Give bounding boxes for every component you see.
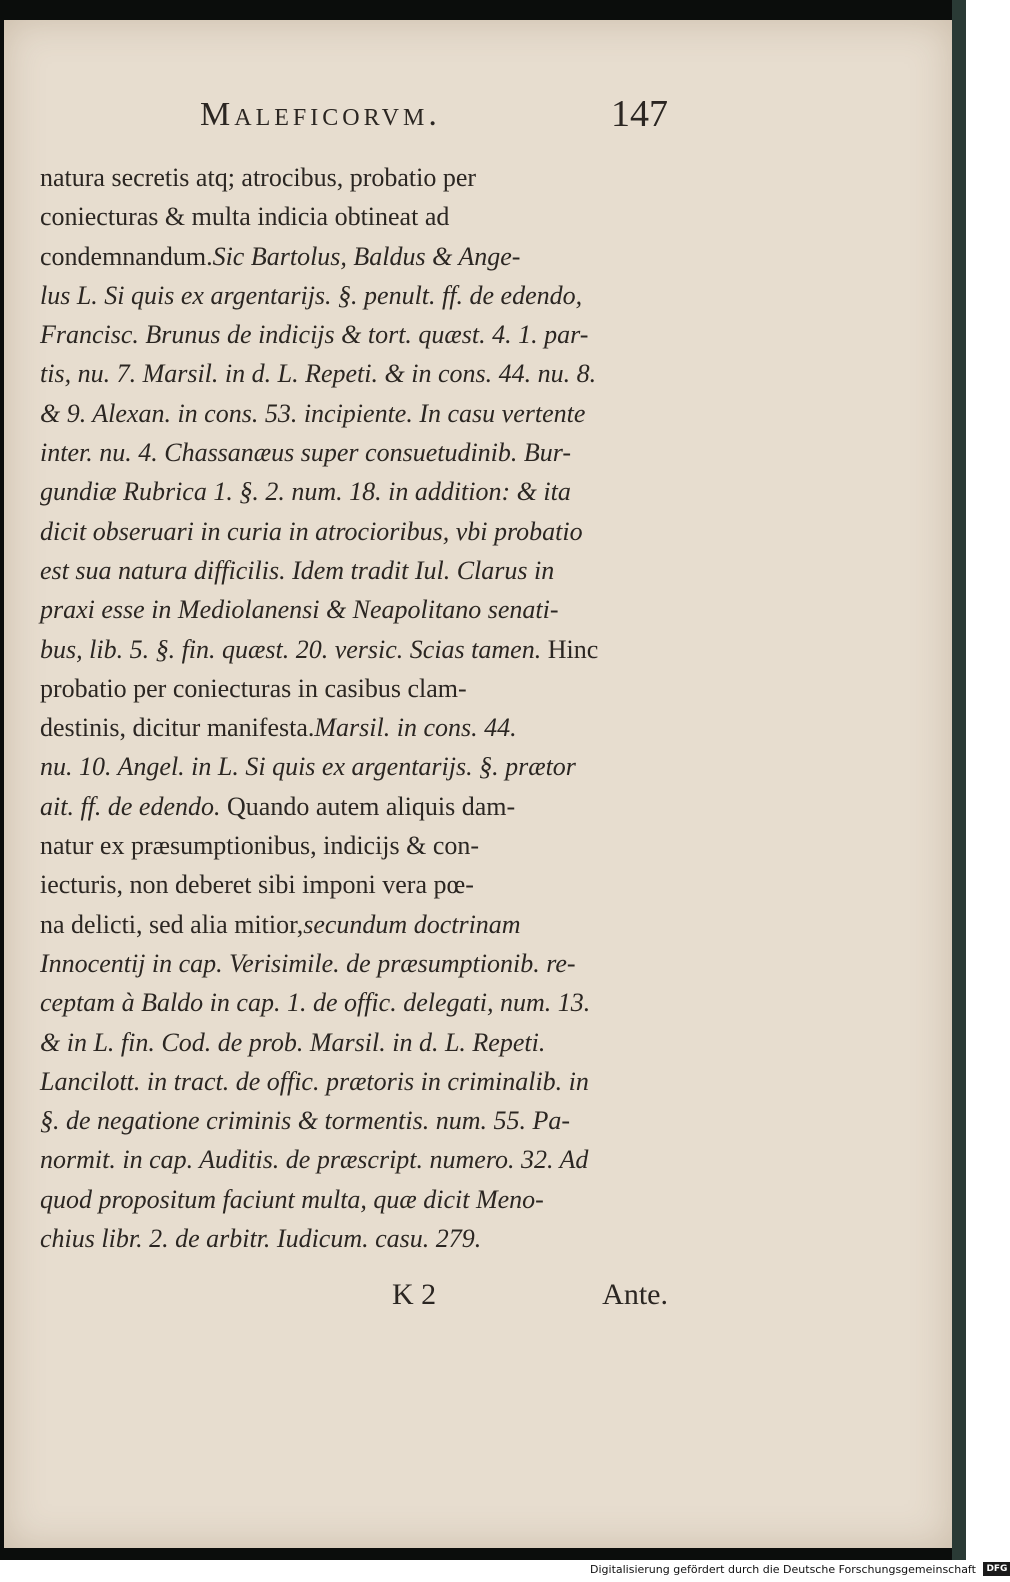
italic-citation: est sua natura difficilis. Idem tradit Iul. Clarus in [40, 555, 555, 585]
italic-citation: quod propositum faciunt multa, quæ dicit Meno- [40, 1184, 544, 1214]
italic-citation: chius libr. 2. de arbitr. Iudicum. casu. 279. [40, 1224, 482, 1254]
text-line [40, 1219, 668, 1258]
page-foot [40, 1278, 668, 1318]
italic-citation: Marsil. in cons. 44. [314, 713, 517, 743]
running-title: Maleficorvm. [200, 96, 441, 133]
text-line [40, 433, 668, 472]
text-line [40, 590, 668, 629]
signature-mark: K 2 [392, 1278, 437, 1311]
roman-text: probatio per coniecturas in casibus clam- [40, 673, 467, 703]
text-line [40, 669, 668, 708]
italic-citation: gundiæ Rubrica 1. §. 2. num. 18. in addition: & ita [40, 477, 571, 507]
italic-citation: normit. in cap. Auditis. de præscript. numero. 32. Ad [40, 1145, 589, 1175]
text-line [40, 983, 668, 1022]
italic-citation: inter. nu. 4. Chassanæus super consuetudinib. Bur- [40, 438, 572, 468]
text-line [40, 944, 668, 983]
italic-citation: dicit obseruari in curia in atrocioribus, vbi probatio [40, 516, 583, 546]
text-line [40, 1023, 668, 1062]
text-line [40, 158, 668, 197]
italic-citation: Lancilott. in tract. de offic. prætoris in criminalib. in [40, 1066, 589, 1096]
italic-citation: nu. 10. Angel. in L. Si quis ex argentarijs. §. prætor [40, 752, 576, 782]
dfg-logo-icon: DFG [983, 1562, 1010, 1576]
text-line [40, 472, 668, 511]
text-line [40, 865, 668, 904]
text-line [40, 1101, 668, 1140]
text-line [40, 394, 668, 433]
text-line [40, 630, 668, 669]
italic-citation: lus L. Si quis ex argentarijs. §. penult. ff. de edendo, [40, 280, 583, 310]
book-edge [952, 0, 966, 1560]
italic-citation: Innocentij in cap. Verisimile. de præsumptionib. re- [40, 948, 576, 978]
roman-text: natur ex præsumptionibus, indicijs & con- [40, 831, 480, 861]
roman-text: Hinc [541, 634, 599, 664]
italic-citation: §. de negatione criminis & tormentis. num. 55. Pa- [40, 1106, 571, 1136]
text-line [40, 1062, 668, 1101]
italic-citation: bus, lib. 5. §. fin. quæst. 20. versic. Scias tamen. [40, 634, 542, 664]
roman-text: destinis, dicitur manifesta. [40, 713, 315, 743]
italic-citation: & in L. fin. Cod. de prob. Marsil. in d. L. Repeti. [40, 1027, 546, 1057]
body-text [40, 158, 668, 1258]
roman-text: natura secretis atq; atrocibus, probatio per [40, 163, 477, 192]
italic-citation: ait. ff. de edendo. [40, 791, 221, 821]
text-line [40, 315, 668, 354]
roman-text: condemnandum. [40, 241, 213, 271]
text-line [40, 905, 668, 944]
italic-citation: & 9. Alexan. in cons. 53. incipiente. In casu vertente [40, 398, 586, 428]
text-line [40, 197, 668, 236]
text-line [40, 1180, 668, 1219]
roman-text: coniecturas & multa indicia obtineat ad [40, 202, 450, 232]
credit-text: Digitalisierung gefördert durch die Deutsche Forschungsgemeinschaft [590, 1562, 976, 1576]
catchword: Ante. [602, 1278, 668, 1311]
text-line [40, 826, 668, 865]
text-line [40, 276, 668, 315]
text-line [40, 551, 668, 590]
italic-citation: Sic Bartolus, Baldus & Ange- [212, 241, 521, 271]
italic-citation: tis, nu. 7. Marsil. in d. L. Repeti. & in cons. 44. nu. 8. [40, 359, 597, 389]
text-line [40, 747, 668, 786]
page-number: 147 [611, 93, 668, 135]
digitization-credit [590, 1562, 1008, 1580]
text-line [40, 787, 668, 826]
running-head [40, 92, 668, 144]
italic-citation: praxi esse in Mediolanensi & Neapolitano senati- [40, 595, 559, 625]
italic-citation: ceptam à Baldo in cap. 1. de offic. delegati, num. 13. [40, 988, 591, 1018]
roman-text: Quando autem aliquis dam- [220, 791, 516, 821]
text-line [40, 512, 668, 551]
italic-citation: Francisc. Brunus de indicijs & tort. quæst. 4. 1. par- [40, 320, 589, 350]
text-line [40, 708, 668, 747]
text-line [40, 1140, 668, 1179]
text-line [40, 237, 668, 276]
text-line [40, 354, 668, 393]
roman-text: iecturis, non deberet sibi imponi vera pœ- [40, 870, 474, 900]
roman-text: na delicti, sed alia mitior, [40, 909, 304, 939]
italic-citation: secundum doctrinam [303, 909, 521, 939]
